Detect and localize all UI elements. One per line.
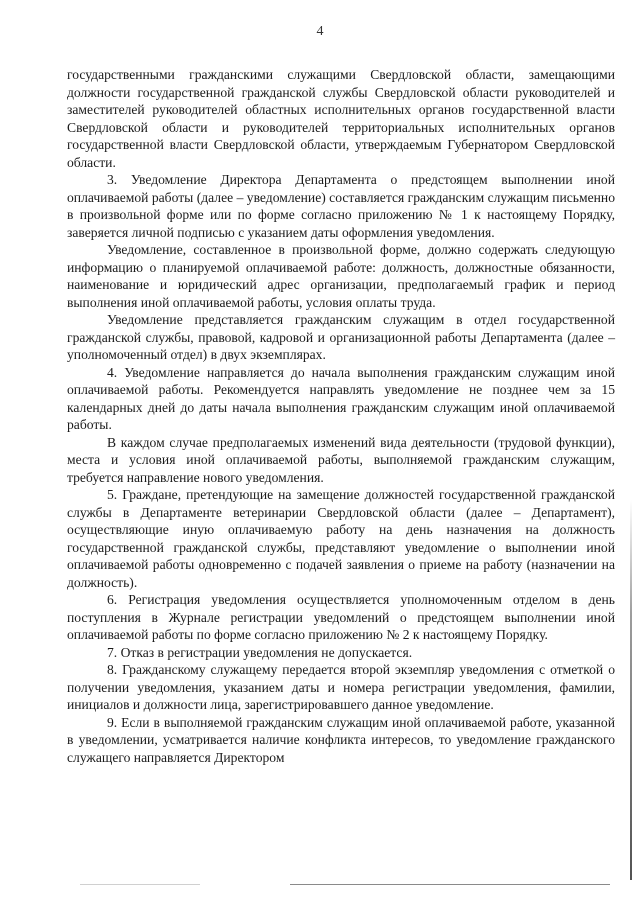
scan-bottom-line: [290, 884, 610, 885]
paragraph-item-6: 6. Регистрация уведомления осуществляется уполномоченным отделом в день поступления в Журнале регистрации уведомлений о предстоящем выполнении иной оплачиваемой работы по форме согласно приложению № 2 к настоящему Порядку.: [67, 592, 615, 642]
document-body: [67, 66, 615, 766]
paragraph-continuation: государственными гражданскими служащими Свердловской области, замещающими должности государственной гражданской службы Свердловской области руководителей и заместителей руководителей областных исполнительных органов государственной власти Свердловской области и руководителей территориальных исполнительных органов государственной власти Свердловской области, утверждаемым Губернатором Свердловской области.: [67, 67, 615, 170]
page-number: 4: [316, 24, 324, 39]
scan-bottom-line-faint: [80, 884, 200, 885]
paragraph-item-5: 5. Граждане, претендующие на замещение должностей государственной гражданской службы в Департаменте ветеринарии Свердловской области (далее – Департамент), осуществляющие иную оплачиваемую работу на день назначения на должность государственной гражданской службы, представляют уведомление о выполнении иной оплачиваемой работы одновременно с подачей заявления о приеме на работу (назначении на должность).: [67, 487, 615, 590]
paragraph-item-9: 9. Если в выполняемой гражданским служащим иной оплачиваемой работе, указанной в уведомлении, усматривается наличие конфликта интересов, то уведомление гражданского служащего направляется Директором: [67, 714, 615, 765]
paragraph-item-4: 4. Уведомление направляется до начала выполнения гражданским служащим иной оплачиваемой работы. Рекомендуется направлять уведомление не позднее чем за 15 календарных дней до даты начала выполнения гражданским служащим иной оплачиваемой работы.: [67, 364, 615, 432]
paragraph-item-8: 8. Гражданскому служащему передается второй экземпляр уведомления с отметкой о получении уведомления, указанием даты и номера регистрации уведомления, фамилии, инициалов и должности лица, зарегистрировавшего данное уведомление.: [67, 662, 615, 712]
paragraph-notice-submission: Уведомление представляется гражданским служащим в отдел государственной гражданской службы, правовой, кадровой и организационной работы Департамента (далее – уполномоченный отдел) в двух экземплярах.: [67, 312, 615, 362]
paragraph-item-7: 7. Отказ в регистрации уведомления не допускается.: [107, 644, 413, 660]
scan-edge-artifact: [630, 500, 632, 880]
paragraph-notice-content: Уведомление, составленное в произвольной форме, должно содержать следующую информацию о планируемой оплачиваемой работе: должность, должностные обязанности, наименование и юридический адрес организации, предполагаемый график и период выполнения иной оплачиваемой работы, условия оплаты труда.: [67, 242, 615, 310]
paragraph-item-3: 3. Уведомление Директора Департамента о предстоящем выполнении иной оплачиваемой работы (далее – уведомление) составляется гражданским служащим письменно в произвольной форме или по форме согласно приложению № 1 к настоящему Порядку, заверяется личной подписью с указанием даты оформления уведомления.: [67, 172, 615, 240]
paragraph-changes: В каждом случае предполагаемых изменений вида деятельности (трудовой функции), места и условия иной оплачиваемой работы, выполняемой гражданским служащим, требуется направление нового уведомления.: [67, 434, 615, 485]
